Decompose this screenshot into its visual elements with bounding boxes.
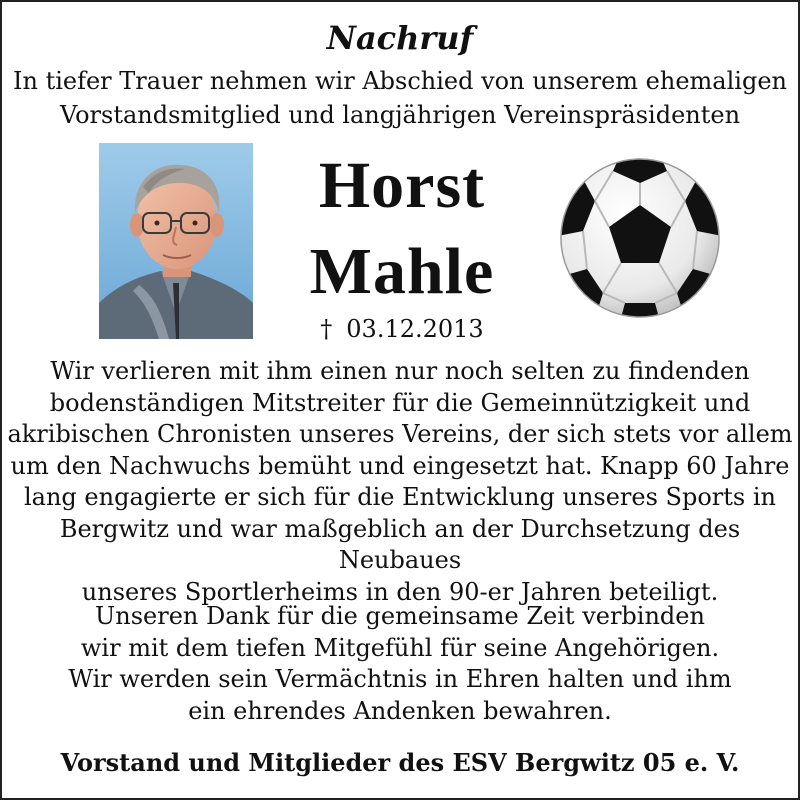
tribute-line-6: Bergwitz und war maßgeblich an der Durchsetzung des Neubaues [59,514,741,574]
intro-line-2: Vorstandsmitglied und langjährigen Vereinspräsidenten [59,101,741,129]
death-date-line [262,314,542,344]
notice-title: Nachruf [326,19,474,57]
soccer-ball-icon [559,157,721,319]
tribute-line-3: akribischen Chronisten unseres Vereins, der sich stets vor allem [7,420,793,448]
gratitude-line-2: wir mit dem tiefen Mitgefühl für seine Angehörigen. [80,633,720,662]
cross-icon: † [320,315,333,343]
tribute-line-5: lang engagierte er sich für die Entwicklung unseres Sports in [23,483,776,511]
tribute-line-2: bodenständigen Mitstreiter für die Gemeinnützigkeit und [49,388,751,417]
tribute-paragraph [2,356,798,608]
gratitude-line-3: Wir werden sein Vermächtnis in Ehren halten und ihm [68,665,732,693]
first-name: Horst [318,149,486,222]
tribute-line-4: um den Nachwuchs bemüht und eingesetzt hat. Knapp 60 Jahre [10,451,790,480]
tribute-line-1: Wir verlieren mit ihm einen nur noch selten zu findenden [50,357,750,385]
gratitude-line-4: ein ehrendes Andenken bewahren. [188,696,612,725]
portrait-photo [99,143,253,339]
signature: Vorstand und Mitglieder des ESV Bergwitz 05 e. V. [60,748,740,777]
intro-line-1: In tiefer Trauer nehmen wir Abschied von unserem ehemaligen [13,67,787,95]
last-name: Mahle [309,235,495,308]
death-date: 03.12.2013 [346,315,484,343]
tribute-line-7: unseres Sportlerheims in den 90-er Jahren beteiligt. [81,577,719,606]
gratitude-paragraph [2,601,798,727]
gratitude-line-1: Unseren Dank für die gemeinsame Zeit verbinden [95,602,705,630]
intro-text [2,64,798,132]
